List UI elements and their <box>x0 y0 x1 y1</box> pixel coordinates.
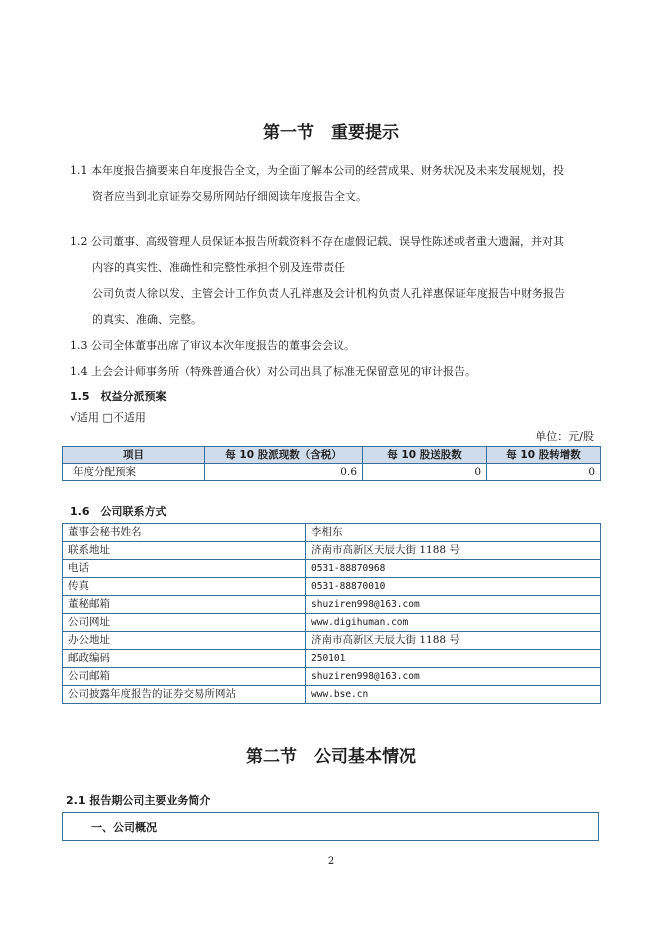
dividend-table-header <box>63 447 601 464</box>
item-1-3: 1.3 公司全体董事出席了审议本次年度报告的董事会会议。 <box>70 339 355 352</box>
contact-label: 董秘邮箱 <box>63 596 306 614</box>
table-row <box>63 560 601 578</box>
section2-title: 第二节 公司基本情况 <box>246 747 416 767</box>
row-label: 年度分配预案 <box>63 464 205 481</box>
contact-value: 250101 <box>306 650 601 668</box>
applicability-checkbox-text: √适用 □不适用 <box>70 411 146 424</box>
company-overview-box <box>62 812 599 841</box>
contact-value: 济南市高新区天辰大街 1188 号 <box>306 632 601 650</box>
contact-label: 公司邮箱 <box>63 668 306 686</box>
item-1-1-line1: 1.1 本年度报告摘要来自年度报告全文，为全面了解本公司的经营成果、财务状况及未来发展规划，投 <box>70 164 564 177</box>
table-row <box>63 668 601 686</box>
bonus-value: 0 <box>363 464 487 481</box>
table-row <box>63 650 601 668</box>
table-row <box>63 578 601 596</box>
item-1-2-line3: 公司负责人徐以发、主管会计工作负责人孔祥惠及会计机构负责人孔祥惠保证年度报告中财务报告 <box>92 287 565 300</box>
contact-label: 联系地址 <box>63 542 306 560</box>
contact-label: 公司披露年度报告的证券交易所网站 <box>63 686 306 704</box>
contact-value: 济南市高新区天辰大街 1188 号 <box>306 542 601 560</box>
company-overview-title: 一、公司概况 <box>91 821 157 834</box>
contact-heading: 1.6 公司联系方式 <box>70 505 167 518</box>
table-row <box>63 524 601 542</box>
section2-subheading: 2.1 报告期公司主要业务简介 <box>66 794 211 807</box>
item-1-2-line4: 的真实、准确、完整。 <box>92 313 202 326</box>
transfer-value: 0 <box>487 464 601 481</box>
contact-label: 董事会秘书姓名 <box>63 524 306 542</box>
dividend-table <box>62 446 601 481</box>
cash-value: 0.6 <box>205 464 363 481</box>
contact-label: 办公地址 <box>63 632 306 650</box>
item-1-1-line2: 资者应当到北京证券交易所网站仔细阅读年度报告全文。 <box>92 190 367 203</box>
table-row <box>63 542 601 560</box>
col-header-item: 项目 <box>63 447 205 464</box>
contact-label: 公司网址 <box>63 614 306 632</box>
contact-value: www.bse.cn <box>306 686 601 704</box>
contact-value: 0531-88870010 <box>306 578 601 596</box>
item-1-2-line1: 1.2 公司董事、高级管理人员保证本报告所载资料不存在虚假记载、误导性陈述或者重大遗漏，并对其 <box>70 235 564 248</box>
contact-value: shuziren998@163.com <box>306 596 601 614</box>
col-header-bonus: 每 10 股送股数 <box>363 447 487 464</box>
contact-table <box>62 523 601 704</box>
unit-label: 单位：元/股 <box>535 430 594 443</box>
contact-label: 传真 <box>63 578 306 596</box>
table-row <box>63 686 601 704</box>
section1-title: 第一节 重要提示 <box>263 123 399 143</box>
contact-value: www.digihuman.com <box>306 614 601 632</box>
contact-value: shuziren998@163.com <box>306 668 601 686</box>
table-row <box>63 464 601 481</box>
item-1-4: 1.4 上会会计师事务所（特殊普通合伙）对公司出具了标准无保留意见的审计报告。 <box>70 365 476 378</box>
table-row <box>63 632 601 650</box>
contact-value: 0531-88870968 <box>306 560 601 578</box>
table-row <box>63 596 601 614</box>
dividend-heading: 1.5 权益分派预案 <box>70 390 167 403</box>
col-header-transfer: 每 10 股转增数 <box>487 447 601 464</box>
page-number: 2 <box>327 856 335 867</box>
contact-label: 电话 <box>63 560 306 578</box>
contact-label: 邮政编码 <box>63 650 306 668</box>
col-header-cash: 每 10 股派现数（含税） <box>205 447 363 464</box>
table-row <box>63 614 601 632</box>
contact-value: 李相东 <box>306 524 601 542</box>
item-1-2-line2: 内容的真实性、准确性和完整性承担个别及连带责任 <box>92 261 345 274</box>
